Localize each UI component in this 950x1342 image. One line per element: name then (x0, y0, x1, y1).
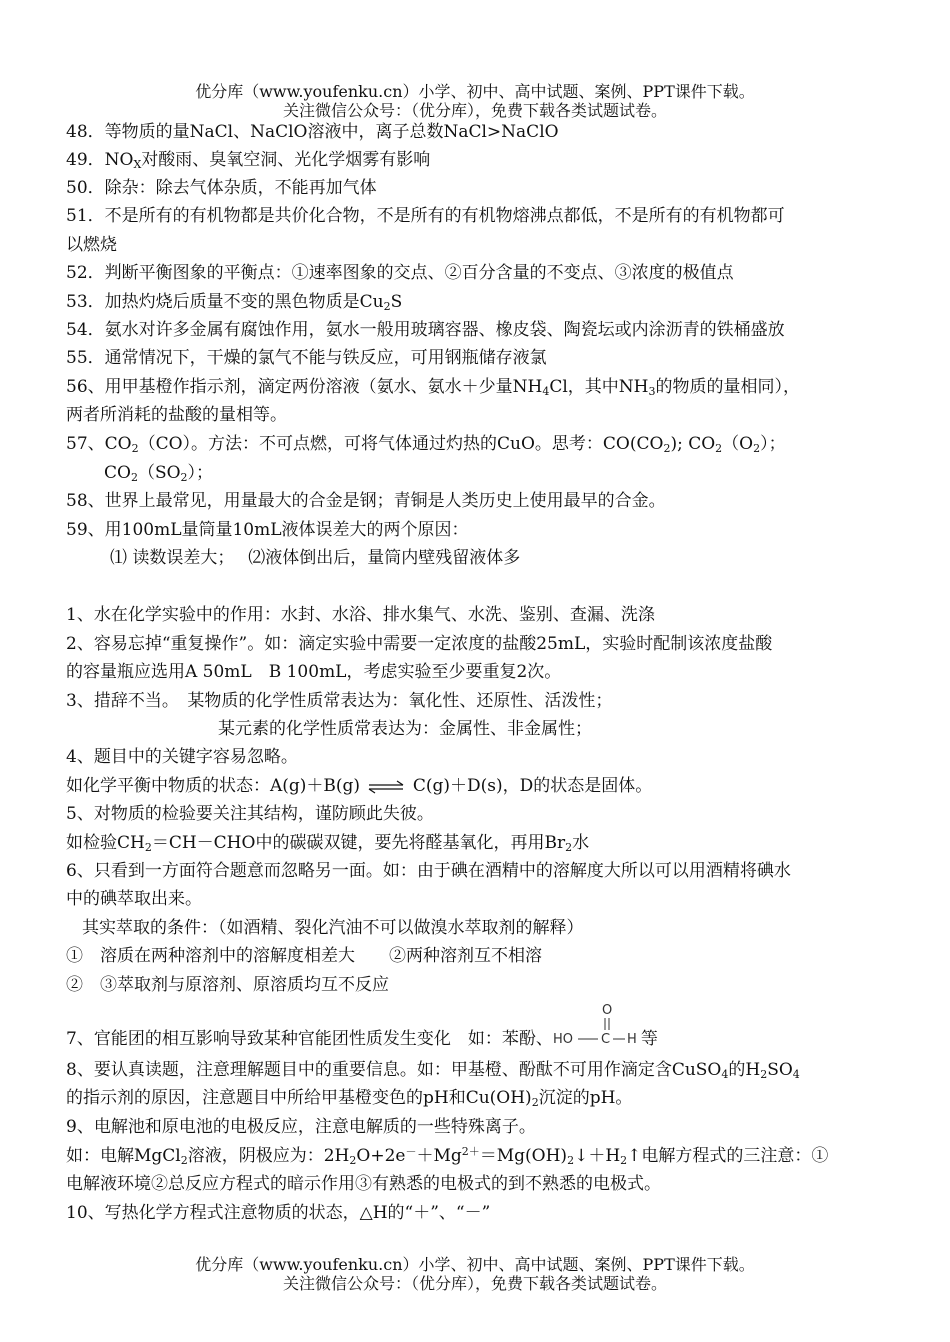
structure-c-label: C (600, 1032, 610, 1047)
footer-line-1: 优分库（www.youfenku.cn）小学、初中、高中试题、案例、PPT课件下载。 (195, 1255, 755, 1274)
page-footer (0, 1255, 950, 1293)
note-6-line-2: 中的碘萃取出来。 (66, 889, 202, 909)
note-4: 4、题目中的关键字容易忽略。 (66, 747, 298, 767)
note-2-line-2: 的容量瓶应选用A 50mL B 100mL，考虑实验至少要重复2次。 (66, 662, 562, 682)
item-50: 50．除杂：除去气体杂质，不能再加气体 (66, 178, 377, 198)
item-57-line-1: 57、$CO_2(CO)$。方法：不可点燃，可将气体通过灼热的CuO。思考：$CO(CO_2)$; $CO_2(O_2)$； (66, 434, 786, 455)
item-58: 58、世界上最常见，用量最大的合金是钢；青铜是人类历史上使用最早的合金。 (66, 491, 666, 511)
equilibrium-arrow-icon (365, 780, 407, 794)
item-59-reasons: ⑴ 读数误差大； ⑵液体倒出后，量筒内壁残留液体多 (110, 548, 521, 568)
note-6-item-2: ② ③萃取剂与原溶剂、原溶质均互不反应 (66, 975, 389, 995)
item-56-line-1: 56、用甲基橙作指示剂，滴定两份溶液（氨水、氨水＋少量$NH_4Cl$，其中$NH_3$的物质的量相同）， (66, 377, 800, 398)
item-53: 53．加热灼烧后质量不变的黑色物质是$Cu_2S$ (66, 292, 403, 313)
note-4-example: 如化学平衡中物质的状态：A(g)＋B(g) C(g)＋D(s)，D的状态是固体。 (66, 776, 653, 796)
structure-o-label: O (601, 1003, 613, 1018)
header-line-2: 关注微信公众号：（优分库），免费下载各类试题试卷。 (282, 101, 667, 120)
item-55: 55．通常情况下，干燥的氯气不能与铁反应，可用钢瓶储存液氯 (66, 348, 547, 368)
formic-acid-structure (552, 1003, 639, 1050)
structure-h-label: H (626, 1032, 637, 1047)
note-10: 10、写热化学方程式注意物质的状态，△H的“＋”、“－” (66, 1203, 491, 1223)
note-3-line-2: 某元素的化学性质常表达为：金属性、非金属性； (218, 719, 592, 739)
note-3-line-1: 3、措辞不当。 某物质的化学性质常表达为：氧化性、还原性、活泼性； (66, 691, 613, 711)
note-7: 7、官能团的相互影响导致某种官能团性质发生变化 如：苯酚、 O HO C H 等 (66, 1003, 658, 1049)
page-header (0, 82, 950, 120)
item-48: 48．等物质的量NaCl、NaClO溶液中，离子总数NaCl>NaClO (66, 122, 559, 142)
note-1: 1、水在化学实验中的作用：水封、水浴、排水集气、水洗、鉴别、查漏、洗涤 (66, 605, 655, 625)
item-49: 49．$NO_X$对酸雨、臭氧空洞、光化学烟雾有影响 (66, 150, 431, 171)
item-52: 52．判断平衡图象的平衡点：①速率图象的交点、②百分含量的不变点、③浓度的极值点 (66, 263, 734, 283)
note-8-line-2: 的指示剂的原因，注意题目中所给甲基橙变色的pH和$Cu(OH)_2$沉淀的pH。 (66, 1088, 633, 1109)
note-6-condition: 其实萃取的条件：（如酒精、裂化汽油不可以做溴水萃取剂的解释） (82, 918, 584, 938)
item-51-line-1: 51．不是所有的有机物都是共价化合物，不是所有的有机物熔沸点都低，不是所有的有机物都可 (66, 206, 785, 226)
note-6-item-1: ① 溶质在两种溶剂中的溶解度相差大 ②两种溶剂互不相溶 (66, 946, 542, 966)
footer-line-2: 关注微信公众号：（优分库），免费下载各类试题试卷。 (282, 1274, 667, 1293)
header-line-1: 优分库（www.youfenku.cn）小学、初中、高中试题、案例、PPT课件下载。 (195, 82, 755, 101)
note-9: 9、电解池和原电池的电极反应，注意电解质的一些特殊离子。 (66, 1117, 536, 1137)
note-9-example-line-1: 如：电解MgCl$_2$溶液，阴极应为：$2H_2O+2e^-+Mg^{2+}=Mg(OH)_2↓+H_2↑$电解方程式的三注意：① (66, 1145, 829, 1167)
note-5: 5、对物质的检验要关注其结构，谨防顾此失彼。 (66, 804, 434, 824)
item-59: 59、用100mL量筒量10mL液体误差大的两个原因： (66, 520, 469, 540)
note-5-example: 如检验$CH_2=CH-CHO$中的碳碳双键，要先将醛基氧化，再用$Br_2$水 (66, 833, 590, 854)
item-57-line-2: $CO_2(SO_2)$； (104, 463, 214, 484)
structure-ho-label: HO (552, 1032, 573, 1047)
item-54: 54．氨水对许多金属有腐蚀作用，氨水一般用玻璃容器、橡皮袋、陶瓷坛或内涂沥青的铁桶盛放 (66, 320, 785, 340)
note-9-example-line-2: 电解液环境②总反应方程式的暗示作用③有熟悉的电极式的到不熟悉的电极式。 (66, 1174, 661, 1194)
item-56-line-2: 两者所消耗的盐酸的量相等。 (66, 405, 287, 425)
note-6-line-1: 6、只看到一方面符合题意而忽略另一面。如：由于碘在酒精中的溶解度大所以可以用酒精将碘水 (66, 861, 791, 881)
item-51-line-2: 以燃烧 (66, 235, 117, 255)
note-2-line-1: 2、容易忘掉“重复操作”。如：滴定实验中需要一定浓度的盐酸25mL，实验时配制该浓度盐酸 (66, 634, 773, 654)
note-8-line-1: 8、要认真读题，注意理解题目中的重要信息。如：甲基橙、酚酞不可用作滴定含CuSO$_4$的$H_2SO_4$ (66, 1060, 800, 1081)
